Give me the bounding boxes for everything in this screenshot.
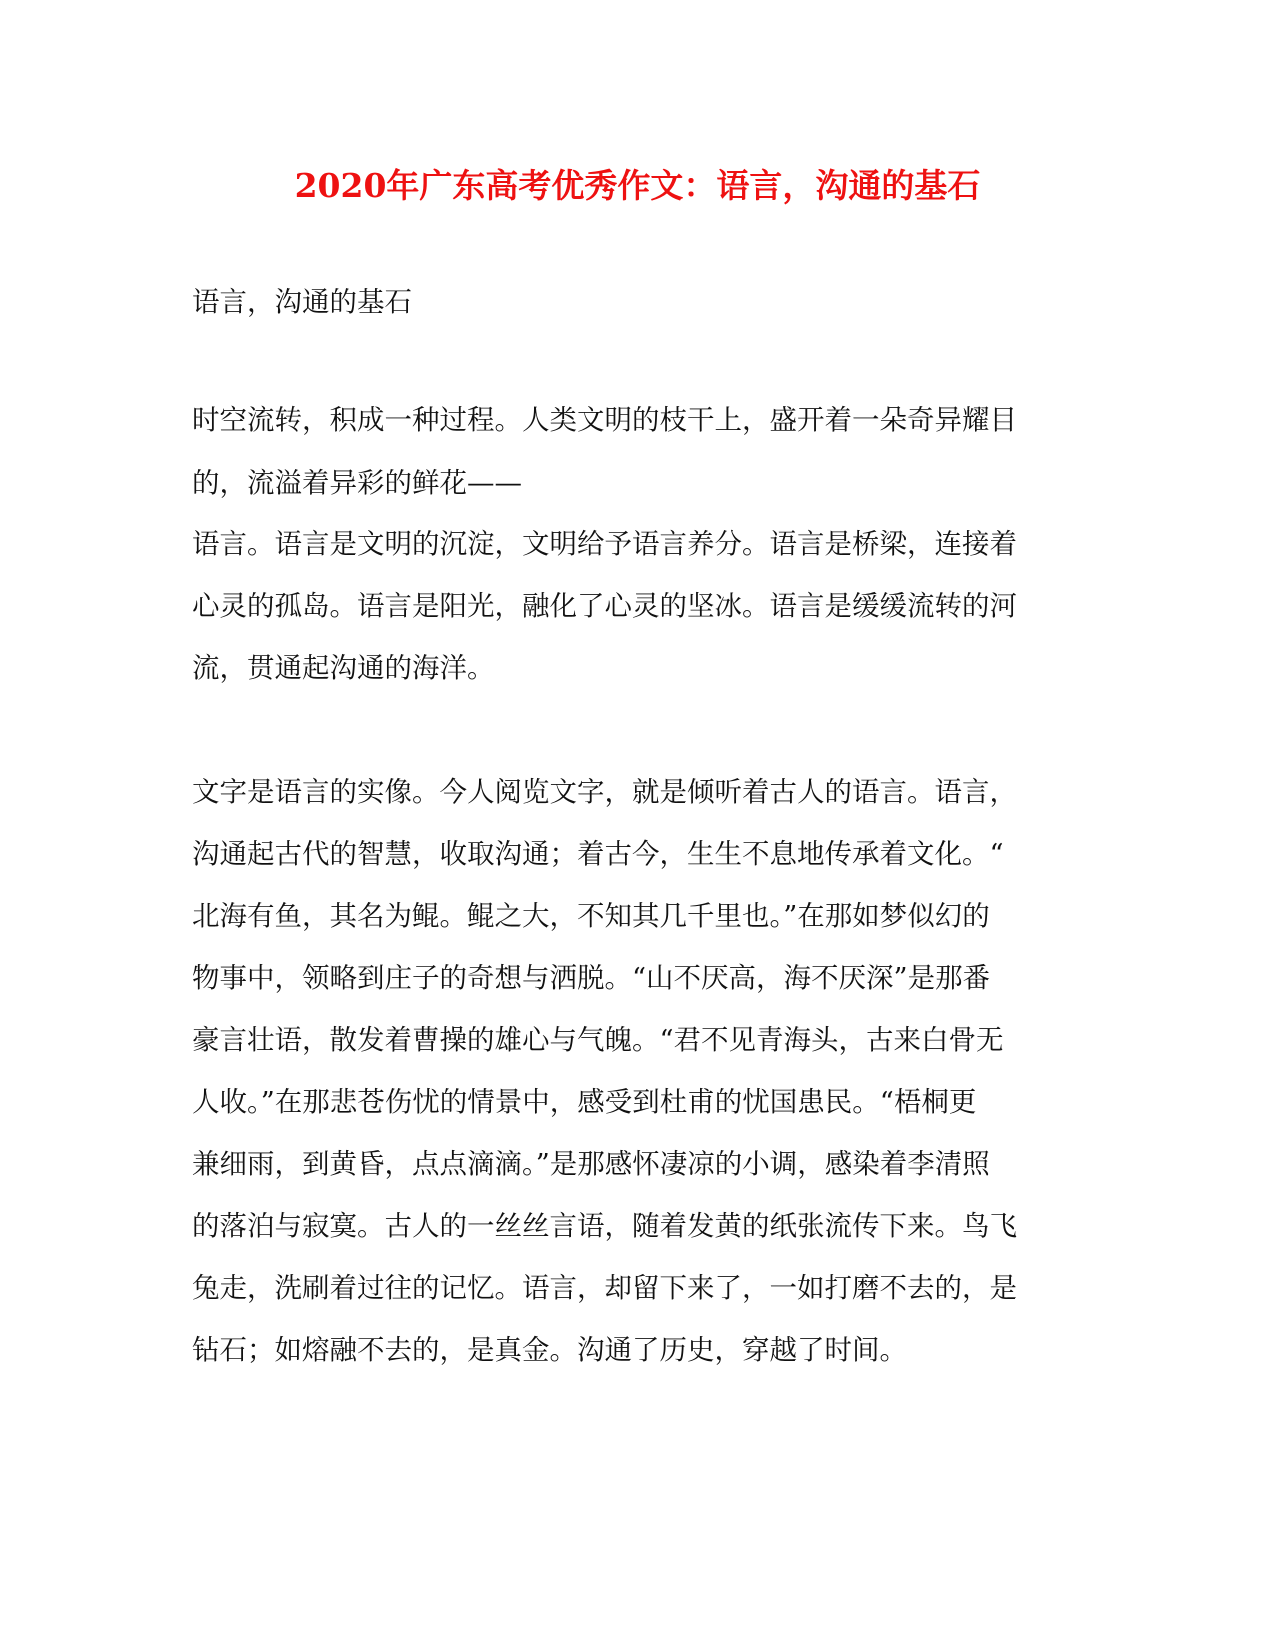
paragraph-2-line-2: 心灵的孤岛。语言是阳光，融化了心灵的坚冰。语言是缓缓流转的河 [192, 590, 1017, 622]
paragraph-3-line-9: 兔走，洗刷着过往的记忆。语言，却留下来了，一如打磨不去的，是 [192, 1272, 1017, 1304]
paragraph-3-line-1: 文字是语言的实像。今人阅览文字，就是倾听着古人的语言。语言， [192, 776, 1017, 808]
paragraph-3-line-8: 的落泊与寂寞。古人的一丝丝言语，随着发黄的纸张流传下来。鸟飞 [192, 1210, 1017, 1242]
paragraph-2-line-1: 语言。语言是文明的沉淀，文明给予语言养分。语言是桥梁，连接着 [192, 528, 1017, 560]
paragraph-2-line-3: 流，贯通起沟通的海洋。 [192, 652, 495, 684]
paragraph-3-line-5: 豪言壮语，散发着曹操的雄心与气魄。“君不见青海头，古来白骨无 [192, 1024, 1004, 1056]
paragraph-3-line-3: 北海有鱼，其名为鲲。鲲之大，不知其几千里也。”在那如梦似幻的 [192, 900, 990, 932]
paragraph-3-line-6: 人收。”在那悲苍伤忧的情景中，感受到杜甫的忧国患民。“梧桐更 [192, 1086, 977, 1118]
paragraph-3-line-7: 兼细雨，到黄昏，点点滴滴。”是那感怀凄凉的小调，感染着李清照 [192, 1148, 990, 1180]
paragraph-1-line-2: 的，流溢着异彩的鲜花—— [192, 467, 522, 499]
paragraph-3-line-10: 钻石；如熔融不去的，是真金。沟通了历史，穿越了时间。 [192, 1334, 907, 1366]
page-title: 2020年广东高考优秀作文：语言，沟通的基石 [294, 166, 981, 205]
paragraph-3-line-4: 物事中，领略到庄子的奇想与洒脱。“山不厌高，海不厌深”是那番 [192, 962, 991, 994]
paragraph-3-line-2: 沟通起古代的智慧，收取沟通；着古今，生生不息地传承着文化。“ [192, 838, 1004, 870]
paragraph-1-line-1: 时空流转，积成一种过程。人类文明的枝干上，盛开着一朵奇异耀目 [192, 404, 1017, 436]
subtitle: 语言，沟通的基石 [192, 286, 412, 318]
